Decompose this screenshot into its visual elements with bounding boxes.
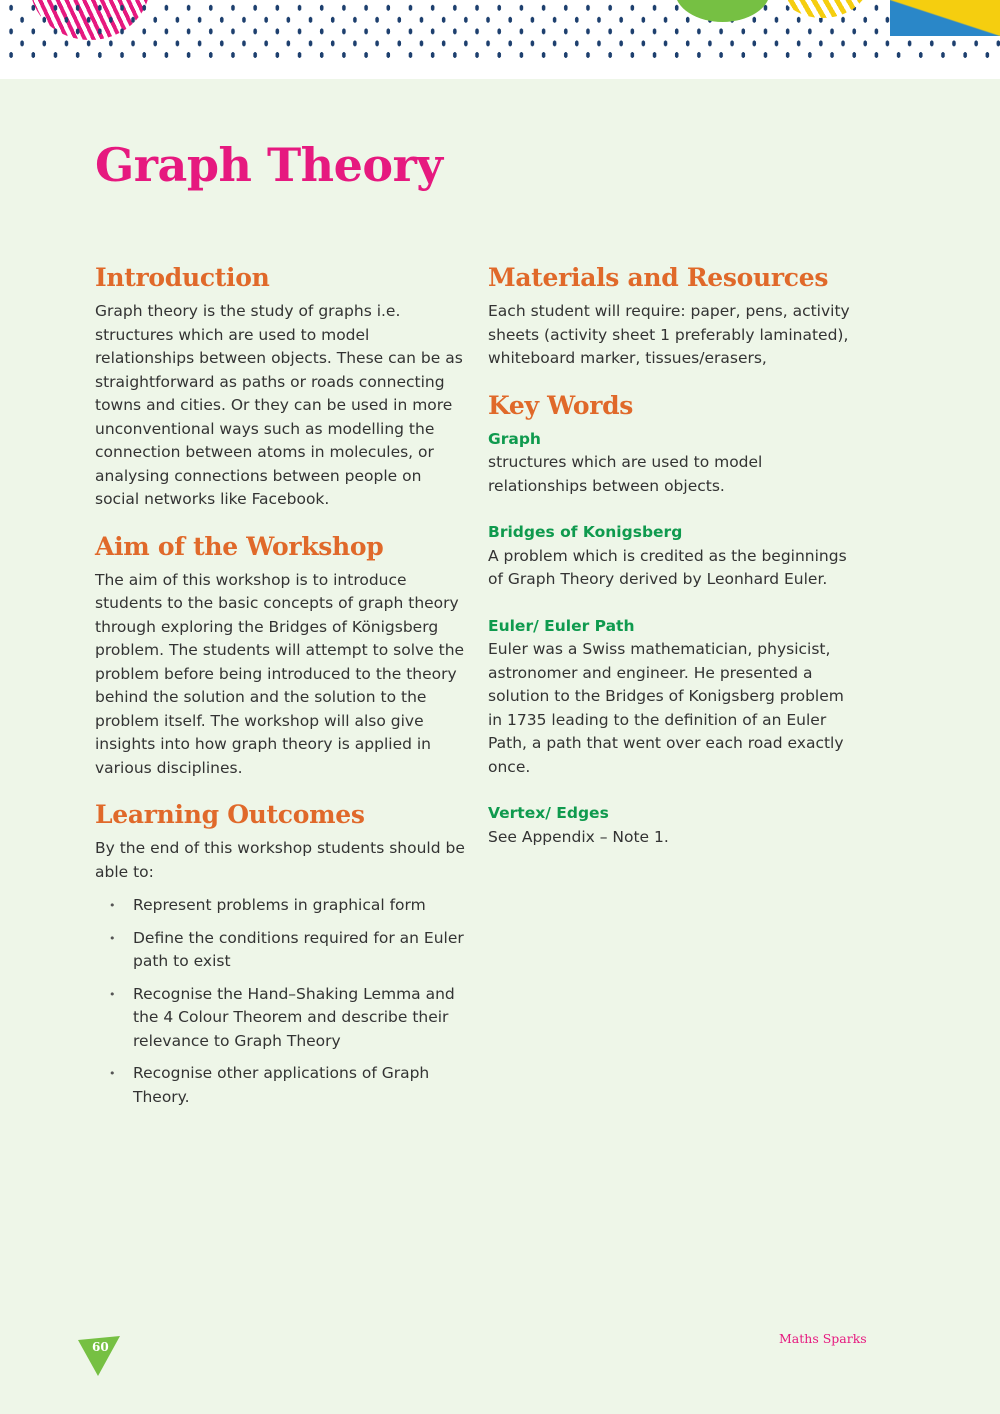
- keywords-section: [488, 391, 858, 850]
- page-title: Graph Theory: [95, 138, 443, 192]
- aim-section: [95, 532, 470, 781]
- page-number: 60: [92, 1340, 109, 1354]
- keyword-definition: Euler was a Swiss mathematician, physicist, astronomer and engineer. He presented a solution to the Bridges of Konigsberg problem in 1735 leading to the definition of an Euler Path, a path that went over each road exactly once.: [488, 640, 844, 776]
- keyword-entry: [488, 428, 858, 499]
- aim-text: The aim of this workshop is to introduce students to the basic concepts of graph theory through exploring the Bridges of Königsberg problem. The students will attempt to solve the problem before being introduced to the theory behind the solution and the solution to the problem itself. The workshop will also give insights into how graph theory is applied in various disciplines.: [95, 570, 465, 777]
- keyword-term: Bridges of Konigsberg: [488, 523, 683, 541]
- footer-book-title: Maths Sparks: [779, 1331, 867, 1346]
- section-heading: Learning Outcomes: [95, 800, 365, 829]
- keyword-term: Graph: [488, 429, 541, 448]
- left-column: [95, 263, 470, 1129]
- keyword-definition: See Appendix – Note 1.: [488, 827, 669, 846]
- outcomes-list: [95, 894, 470, 1109]
- keyword-entry: [488, 802, 858, 849]
- keyword-term: Euler/ Euler Path: [488, 616, 635, 635]
- section-heading: Materials and Resources: [488, 263, 829, 292]
- list-item: • Define the conditions required for an Euler path to exist: [95, 927, 470, 974]
- intro-text: Graph theory is the study of graphs i.e. structures which are used to model relationships between objects. These can be as straightforward as paths or roads connecting towns and cities. Or they can be used in more unconventional ways such as modelling the connection between atoms in molecules, or analysing connections between people on social networks like Facebook.: [95, 302, 463, 508]
- corner-triangle-decoration: [890, 0, 1000, 36]
- list-item: • Represent problems in graphical form: [95, 894, 470, 918]
- outcomes-section: [95, 800, 470, 1109]
- right-column: [488, 263, 858, 872]
- materials-section: [488, 263, 858, 371]
- keyword-definition: A problem which is credited as the beginnings of Graph Theory derived by Leonhard Euler.: [488, 546, 847, 588]
- section-heading: Aim of the Workshop: [95, 531, 384, 561]
- keyword-entry: [488, 521, 858, 592]
- section-heading: Introduction: [95, 263, 270, 292]
- outcomes-text: By the end of this workshop students should be able to:: [95, 839, 465, 881]
- materials-text: Each student will require: paper, pens, activity sheets (activity sheet 1 preferably laminated), whiteboard marker, tissues/erasers,: [488, 302, 850, 367]
- keyword-term: Vertex/ Edges: [488, 804, 609, 822]
- section-heading: Key Words: [488, 390, 634, 420]
- keyword-definition: structures which are used to model relationships between objects.: [488, 453, 763, 495]
- list-item: • Recognise other applications of Graph Theory.: [95, 1062, 470, 1109]
- intro-section: [95, 263, 470, 512]
- list-item: • Recognise the Hand–Shaking Lemma and the 4 Colour Theorem and describe their relevance to Graph Theory: [95, 983, 470, 1054]
- keyword-entry: [488, 615, 858, 780]
- header-decoration: [0, 0, 1000, 79]
